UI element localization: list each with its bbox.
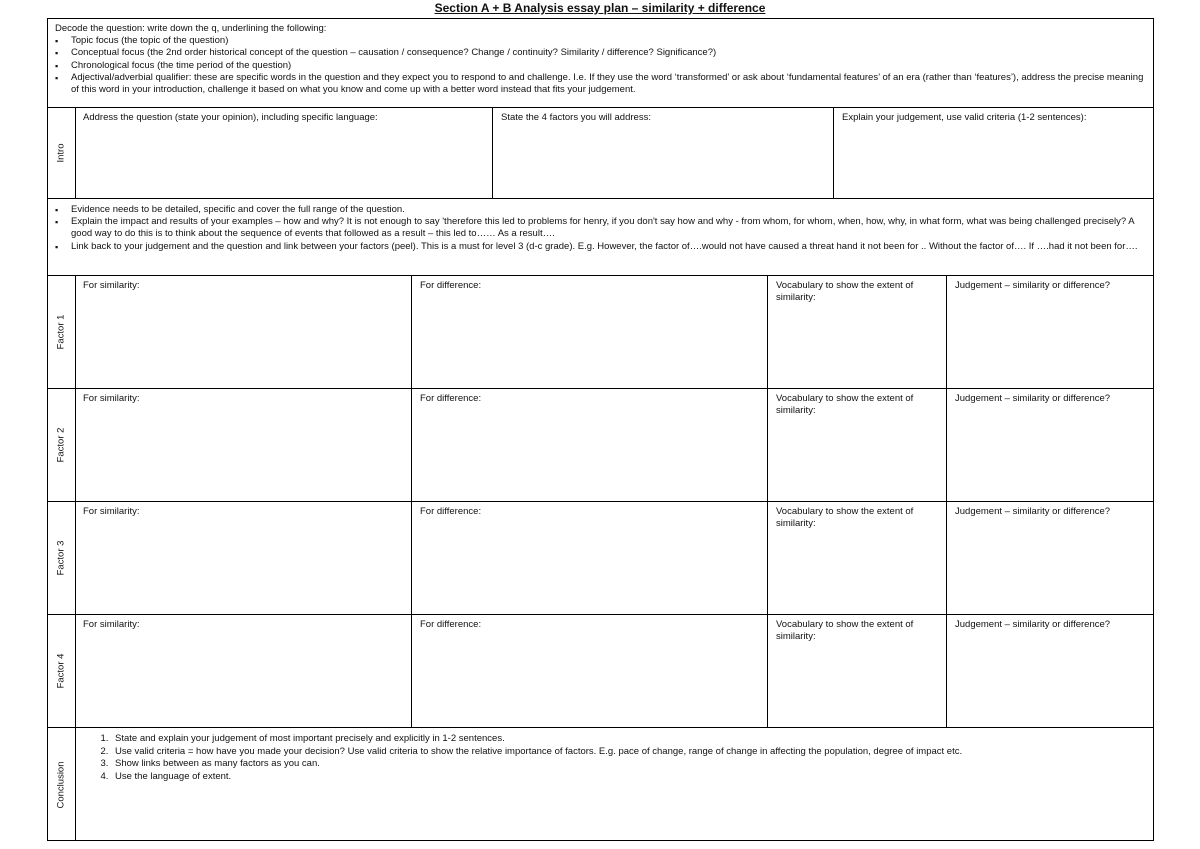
similarity-prompt: For similarity: xyxy=(83,393,140,404)
intro-opinion-cell[interactable] xyxy=(75,108,493,198)
decode-bullet: ▪ Adjectival/adverbial qualifier: these are specific words in the question and they expect you to respond to and challenge. I.e. If they use the word ‘transformed’ or ask about ‘fundamental features’ of an era (rather than ‘features’), address the precise meaning of this word in your introduction, challenge it based on what you know and come up with a better word instead that fits your judgement. xyxy=(55,72,1146,96)
vocabulary-prompt: Vocabulary to show the extent of similarity: xyxy=(776,393,914,416)
similarity-prompt: For similarity: xyxy=(83,280,140,291)
evidence-section xyxy=(47,199,1154,276)
vocabulary-prompt: Vocabulary to show the extent of similarity: xyxy=(776,280,914,303)
factor-label: Factor 2 xyxy=(55,427,67,463)
factor-label: Factor 3 xyxy=(55,540,67,576)
conclusion-item: 1. State and explain your judgement of most important precisely and explicitly in 1-2 sentences. xyxy=(111,733,1146,746)
difference-cell[interactable] xyxy=(412,502,768,614)
vocabulary-prompt: Vocabulary to show the extent of similarity: xyxy=(776,619,914,642)
evidence-bullet: ▪ Evidence needs to be detailed, specific and cover the full range of the question. xyxy=(55,204,1146,216)
intro-judgement-cell[interactable] xyxy=(834,108,1154,198)
intro-label-cell xyxy=(47,108,76,198)
conclusion-item: 4. Use the language of extent. xyxy=(111,771,1146,784)
factor-row-3 xyxy=(47,502,1154,615)
conclusion-list xyxy=(83,733,1146,783)
conclusion-cell[interactable] xyxy=(75,728,1154,841)
conclusion-label-cell xyxy=(47,728,76,841)
decode-bullet: ▪ Chronological focus (the time period of the question) xyxy=(55,60,1146,72)
judgement-cell[interactable] xyxy=(947,276,1154,388)
intro-judgement-prompt: Explain your judgement, use valid criteria (1-2 sentences): xyxy=(842,112,1087,123)
difference-cell[interactable] xyxy=(412,615,768,727)
vocabulary-cell[interactable] xyxy=(768,389,947,501)
similarity-prompt: For similarity: xyxy=(83,619,140,630)
decode-bullet: ▪ Topic focus (the topic of the question) xyxy=(55,35,1146,47)
conclusion-label: Conclusion xyxy=(55,761,67,808)
intro-factors-cell[interactable] xyxy=(493,108,834,198)
similarity-cell[interactable] xyxy=(75,276,412,388)
factor-row-1 xyxy=(47,276,1154,389)
intro-factors-prompt: State the 4 factors you will address: xyxy=(501,112,651,123)
factor-label-cell xyxy=(47,615,76,727)
difference-prompt: For difference: xyxy=(420,393,482,404)
decode-heading: Decode the question: write down the q, underlining the following: xyxy=(55,23,327,34)
judgement-cell[interactable] xyxy=(947,502,1154,614)
evidence-bullet: ▪ Link back to your judgement and the question and link between your factors (peel). This is a must for level 3 (d-c grade). E.g. However, the factor of….would not have caused a threat hand it not been for .. Without the factor of…. If ….had it not been for…. xyxy=(55,241,1146,253)
factor-label-cell xyxy=(47,502,76,614)
similarity-cell[interactable] xyxy=(75,615,412,727)
judgement-prompt: Judgement – similarity or difference? xyxy=(955,506,1111,517)
judgement-prompt: Judgement – similarity or difference? xyxy=(955,393,1111,404)
difference-prompt: For difference: xyxy=(420,619,482,630)
factor-row-2 xyxy=(47,389,1154,502)
difference-prompt: For difference: xyxy=(420,506,482,517)
vocabulary-prompt: Vocabulary to show the extent of similarity: xyxy=(776,506,914,529)
intro-opinion-prompt: Address the question (state your opinion), including specific language: xyxy=(83,112,378,123)
vocabulary-cell[interactable] xyxy=(768,615,947,727)
difference-cell[interactable] xyxy=(412,389,768,501)
intro-label: Intro xyxy=(55,143,67,163)
difference-cell[interactable] xyxy=(412,276,768,388)
factor-label-cell xyxy=(47,389,76,501)
factor-label-cell xyxy=(47,276,76,388)
judgement-cell[interactable] xyxy=(947,615,1154,727)
judgement-prompt: Judgement – similarity or difference? xyxy=(955,280,1111,291)
difference-prompt: For difference: xyxy=(420,280,482,291)
vocabulary-cell[interactable] xyxy=(768,276,947,388)
vocabulary-cell[interactable] xyxy=(768,502,947,614)
intro-row xyxy=(47,108,1154,199)
conclusion-row xyxy=(47,728,1154,841)
judgement-cell[interactable] xyxy=(947,389,1154,501)
conclusion-item: 2. Use valid criteria = how have you made your decision? Use valid criteria to show the relative importance of factors. E.g. pace of change, range of change in affecting the population, degree of impact etc. xyxy=(111,746,1146,759)
evidence-bullet: ▪ Explain the impact and results of your examples – how and why? It is not enough to say 'therefore this led to problems for henry, if you don't say how and why - from whom, for whom, when, how, why, in what form, what was being challenged precisely? A good way to do this is to think about the sequence of events that followed as a result – this led to…… As a result…. xyxy=(55,216,1146,240)
factor-label: Factor 4 xyxy=(55,653,67,689)
similarity-prompt: For similarity: xyxy=(83,506,140,517)
similarity-cell[interactable] xyxy=(75,502,412,614)
page-title: Section A + B Analysis essay plan – similarity + difference xyxy=(434,1,766,15)
similarity-cell[interactable] xyxy=(75,389,412,501)
evidence-bullet-list xyxy=(55,204,1146,253)
factor-label: Factor 1 xyxy=(55,314,67,350)
decode-bullet: ▪ Conceptual focus (the 2nd order historical concept of the question – causation / consequence? Change / continuity? Similarity / difference? Significance?) xyxy=(55,47,1146,59)
conclusion-item: 3. Show links between as many factors as you can. xyxy=(111,758,1146,771)
judgement-prompt: Judgement – similarity or difference? xyxy=(955,619,1111,630)
factor-row-4 xyxy=(47,615,1154,728)
decode-bullet-list xyxy=(55,35,1146,96)
decode-section xyxy=(47,18,1154,108)
